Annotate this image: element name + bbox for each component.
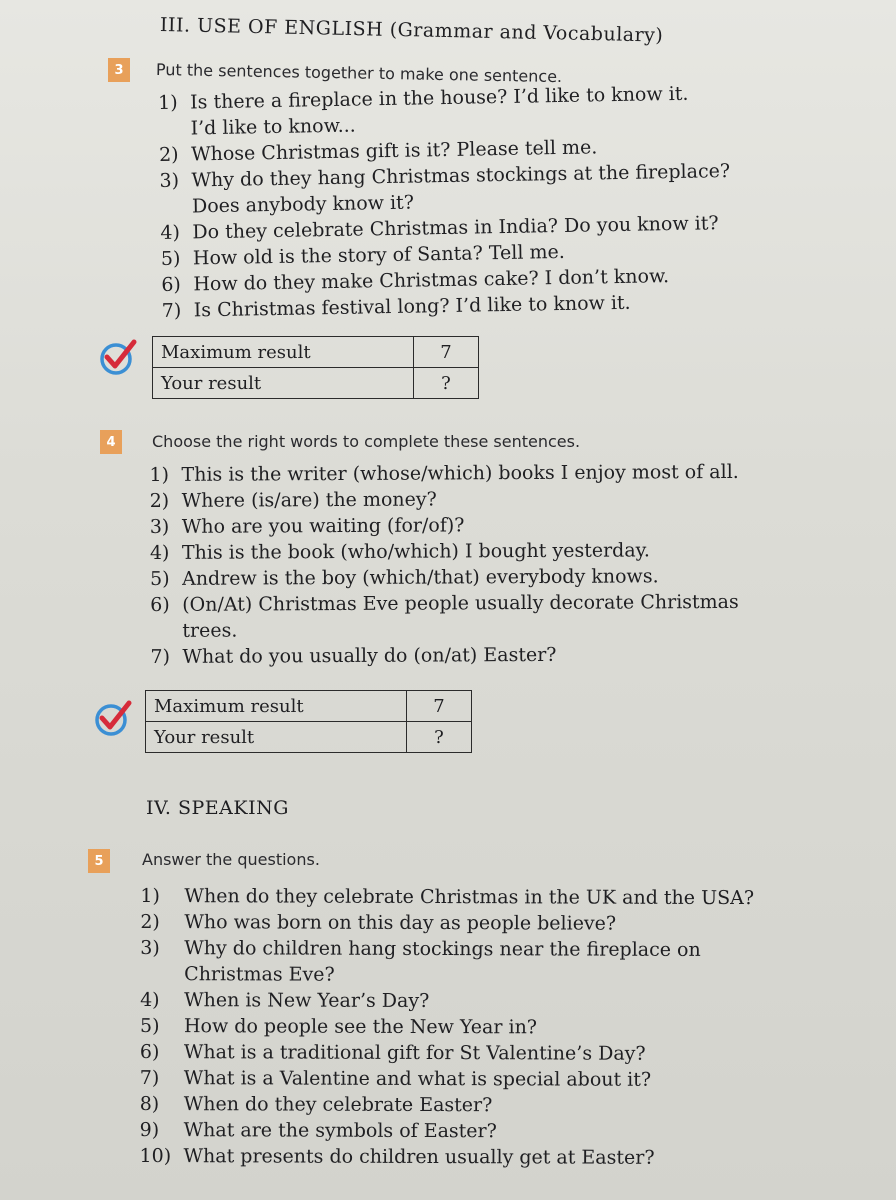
item-text-continued: Christmas Eve? <box>184 963 335 986</box>
item-text: Do they celebrate Christmas in India? Do you know it? <box>192 212 719 244</box>
exercise-number-badge: 3 <box>108 58 130 82</box>
list-item <box>150 485 739 514</box>
list-item <box>150 511 739 540</box>
item-number: 5) <box>139 1015 160 1038</box>
your-result-label: Your result <box>146 722 407 753</box>
list-item <box>150 563 739 592</box>
item-number: 8) <box>139 1092 160 1116</box>
list-item <box>140 1143 754 1171</box>
list-item <box>149 459 738 488</box>
list-item <box>140 883 754 911</box>
item-text: Why do children hang stockings near the fireplace on <box>184 937 701 961</box>
item-number: 6) <box>139 1040 160 1064</box>
item-number: 4) <box>160 221 181 244</box>
item-number: 6) <box>150 593 170 616</box>
item-text: Why do they hang Christmas stockings at the fireplace? <box>191 160 731 192</box>
item-number: 2) <box>149 489 170 513</box>
item-text: When is New Year’s Day? <box>184 989 430 1013</box>
item-text-continued: I’d like to know... <box>190 114 356 140</box>
item-number: 3) <box>140 937 160 960</box>
exercise-instruction: Put the sentences together to make one sentence. <box>155 60 563 87</box>
checkmark-circle-icon <box>98 337 138 377</box>
list-item <box>150 589 740 644</box>
item-text: Is Christmas festival long? I’d like to know it. <box>193 291 631 322</box>
item-text: Who was born on this day as people believe? <box>184 911 617 935</box>
exercise-3-list <box>158 80 733 324</box>
item-number: 2) <box>140 911 160 934</box>
item-text: What is a traditional gift for St Valentine’s Day? <box>183 1041 646 1065</box>
item-text: What are the symbols of Easter? <box>183 1119 497 1143</box>
item-text: Andrew is the boy (which/that) everybody knows. <box>182 565 659 590</box>
checkmark-circle-icon <box>93 698 133 738</box>
item-text-continued: trees. <box>182 619 238 642</box>
list-item <box>140 1091 754 1119</box>
exercise-5-list <box>140 883 755 1171</box>
item-number: 7) <box>150 645 171 668</box>
exercise-4-list <box>149 459 739 670</box>
item-text: How do people see the New Year in? <box>183 1015 538 1039</box>
your-result-label: Your result <box>153 368 414 399</box>
item-text: When do they celebrate Easter? <box>183 1093 493 1117</box>
item-text: Who are you waiting (for/of)? <box>181 514 465 538</box>
item-number: 3) <box>159 169 180 193</box>
list-item <box>140 1117 754 1145</box>
item-number: 1) <box>157 91 178 115</box>
list-item <box>150 641 739 670</box>
item-number: 7) <box>139 1066 160 1090</box>
max-result-label: Maximum result <box>153 337 414 368</box>
item-text: When do they celebrate Christmas in the UK and the USA? <box>184 885 755 910</box>
max-result-value: 7 <box>414 337 479 368</box>
item-text: What do you usually do (on/at) Easter? <box>182 643 557 668</box>
max-result-label: Maximum result <box>146 691 407 722</box>
item-number: 1) <box>140 885 161 908</box>
item-text: (On/At) Christmas Eve people usually decorate Christmas <box>182 590 739 616</box>
item-number: 10) <box>139 1144 172 1168</box>
list-item <box>140 909 754 937</box>
item-number: 4) <box>140 989 160 1012</box>
item-text: How old is the story of Santa? Tell me. <box>192 240 565 270</box>
section-title-sub: (Grammar and Vocabulary) <box>389 18 664 47</box>
item-text: How do they make Christmas cake? I don’t know. <box>193 265 670 296</box>
item-text-continued: Does anybody know it? <box>191 191 415 218</box>
item-text: Is there a fireplace in the house? I’d like to know it. <box>189 82 689 114</box>
list-item <box>140 1013 754 1041</box>
exercise-instruction: Choose the right words to complete these sentences. <box>152 432 581 451</box>
item-number: 1) <box>149 463 170 487</box>
item-text: Where (is/are) the money? <box>181 488 437 512</box>
list-item <box>140 935 754 989</box>
section-title-main: III. USE OF ENGLISH <box>159 14 384 41</box>
score-table <box>145 690 472 753</box>
exercise-number-badge: 5 <box>88 849 110 873</box>
list-item <box>140 987 754 1015</box>
item-number: 9) <box>139 1118 160 1142</box>
section-title-use-of-english <box>160 14 664 47</box>
item-number: 4) <box>149 541 170 564</box>
max-result-value: 7 <box>407 691 472 722</box>
item-number: 7) <box>161 299 182 322</box>
exercise-instruction: Answer the questions. <box>142 850 320 869</box>
your-result-value: ? <box>414 368 479 399</box>
item-number: 6) <box>161 273 182 296</box>
your-result-value: ? <box>407 722 472 753</box>
item-text: Whose Christmas gift is it? Please tell me. <box>190 136 598 166</box>
item-number: 5) <box>150 567 170 590</box>
item-text: This is the book (who/which) I bought yesterday. <box>181 539 650 564</box>
exercise-number-badge: 4 <box>100 430 122 454</box>
item-number: 2) <box>158 143 179 167</box>
item-text: This is the writer (whose/which) books I enjoy most of all. <box>181 460 739 486</box>
item-text: What is a Valentine and what is special about it? <box>183 1067 652 1091</box>
section-title-speaking: IV. SPEAKING <box>146 797 289 819</box>
item-text: What presents do children usually get at Easter? <box>183 1145 655 1169</box>
item-number: 3) <box>149 515 170 539</box>
list-item <box>150 537 739 566</box>
item-number: 5) <box>160 247 181 270</box>
list-item <box>140 1065 754 1093</box>
list-item <box>140 1039 754 1067</box>
score-table <box>152 336 479 399</box>
